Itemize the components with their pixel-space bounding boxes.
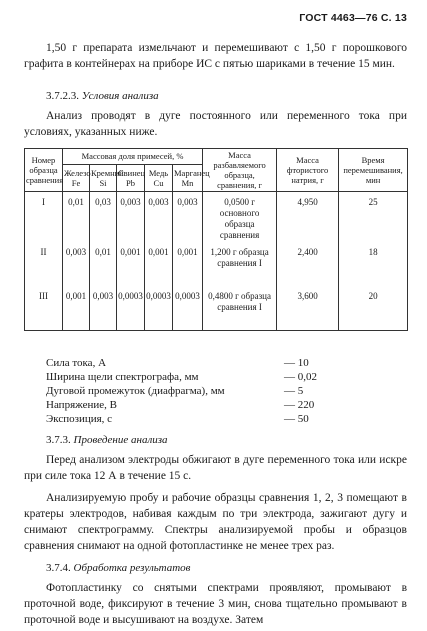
cell-fe: 0,003	[63, 242, 90, 286]
header-sample-number: Номер образца сравнения	[25, 149, 63, 192]
page-header: ГОСТ 4463—76 С. 13	[299, 12, 407, 24]
cell-mixing-time: 25	[339, 192, 408, 243]
header-cu: Медь Cu	[145, 164, 173, 191]
header-mixing-time: Время перемешивания, мин	[339, 149, 408, 192]
param-value: — 50	[284, 413, 309, 425]
cell-fe: 0,01	[63, 192, 90, 243]
param-label: Напряжение, В	[46, 399, 117, 411]
analysis-parameters	[46, 356, 346, 426]
table-row	[25, 286, 408, 330]
header-pb: Свинец Pb	[117, 164, 145, 191]
param-value: — 10	[284, 357, 309, 369]
reference-samples-table	[24, 148, 408, 331]
cell-cu: 0,0003	[145, 286, 173, 330]
cell-fluoride-mass: 2,400	[277, 242, 339, 286]
param-label: Дуговой промежуток (диафрагма), мм	[46, 385, 225, 397]
section-number: 3.7.2.3.	[46, 90, 79, 102]
processing-paragraph: Фотопластинку со снятыми спектрами проявляют, промывают в проточной воде, фиксируют в течение 3 мин, снова тщательно промывают в проточной воде и высушивают на воздухе. Затем	[24, 582, 407, 626]
cell-pb: 0,0003	[117, 286, 145, 330]
section-title: Обработка результатов	[73, 562, 191, 574]
cell-pb: 0,003	[117, 192, 145, 243]
cell-sample-no: III	[25, 286, 63, 330]
param-value: — 5	[284, 385, 304, 397]
param-value: — 0,02	[284, 371, 317, 383]
cell-fluoride-mass: 4,950	[277, 192, 339, 243]
cell-cu: 0,003	[145, 192, 173, 243]
cell-si: 0,03	[90, 192, 117, 243]
section-heading-3-7-2-3	[46, 88, 159, 104]
cell-mixing-time: 18	[339, 242, 408, 286]
cell-sample-no: I	[25, 192, 63, 243]
section-title: Проведение анализа	[73, 434, 168, 446]
cell-pb: 0,001	[117, 242, 145, 286]
param-row	[46, 356, 346, 370]
param-label: Экспозиция, с	[46, 413, 113, 425]
section-title: Условия анализа	[81, 90, 159, 102]
cell-si: 0,01	[90, 242, 117, 286]
cell-sample-mass: 0,4800 г образца сравнения I	[203, 286, 277, 330]
cell-cu: 0,001	[145, 242, 173, 286]
cell-sample-mass: 0,0500 г основного образца сравнения	[203, 192, 277, 243]
param-row	[46, 412, 346, 426]
header-sample-mass: Масса разбавляемого образца, сравнения, г	[203, 149, 277, 192]
procedure-paragraph-1: Перед анализом электроды обжигают в дуге переменного тока или искре при силе тока 12 А в течение 15 с.	[24, 454, 407, 482]
section-heading-3-7-4	[46, 560, 190, 576]
param-row	[46, 370, 346, 384]
param-row	[46, 398, 346, 412]
cell-fluoride-mass: 3,600	[277, 286, 339, 330]
cell-sample-mass: 1,200 г образца сравнения I	[203, 242, 277, 286]
param-label: Сила тока, А	[46, 357, 107, 369]
section-heading-3-7-3	[46, 432, 168, 448]
cell-mn: 0,0003	[173, 286, 203, 330]
cell-mn: 0,001	[173, 242, 203, 286]
cell-sample-no: II	[25, 242, 63, 286]
procedure-paragraph-2: Анализируемую пробу и рабочие образцы сравнения 1, 2, 3 помещают в кратеры электродов, набивая каждым по три электрода, зажигают дугу и снимают спектрограмму. Спектры анализируемой пробы и образцов сравнения снимают на одной фотопластинке не менее трех раз.	[24, 492, 407, 552]
header-impurities: Массовая доля примесей, %	[63, 149, 203, 165]
intro-paragraph: 1,50 г препарата измельчают и перемешивают с 1,50 г порошкового графита в контейнерах на приборе ИС с пятью шариками в течение 15 мин.	[24, 42, 407, 70]
conditions-paragraph: Анализ проводят в дуге постоянного или переменного тока при условиях, указанных ниже.	[24, 110, 407, 138]
header-mn: Марганец Mn	[173, 164, 203, 191]
table-row	[25, 192, 408, 243]
header-fe: Железо Fe	[63, 164, 90, 191]
cell-mixing-time: 20	[339, 286, 408, 330]
header-si: Кремний Si	[90, 164, 117, 191]
param-value: — 220	[284, 399, 315, 411]
cell-si: 0,003	[90, 286, 117, 330]
cell-fe: 0,001	[63, 286, 90, 330]
header-fluoride-mass: Масса фтористого натрия, г	[277, 149, 339, 192]
table-row	[25, 242, 408, 286]
param-label: Ширина щели спектрографа, мм	[46, 371, 199, 383]
cell-mn: 0,003	[173, 192, 203, 243]
param-row	[46, 384, 346, 398]
section-number: 3.7.3.	[46, 434, 71, 446]
section-number: 3.7.4.	[46, 562, 71, 574]
